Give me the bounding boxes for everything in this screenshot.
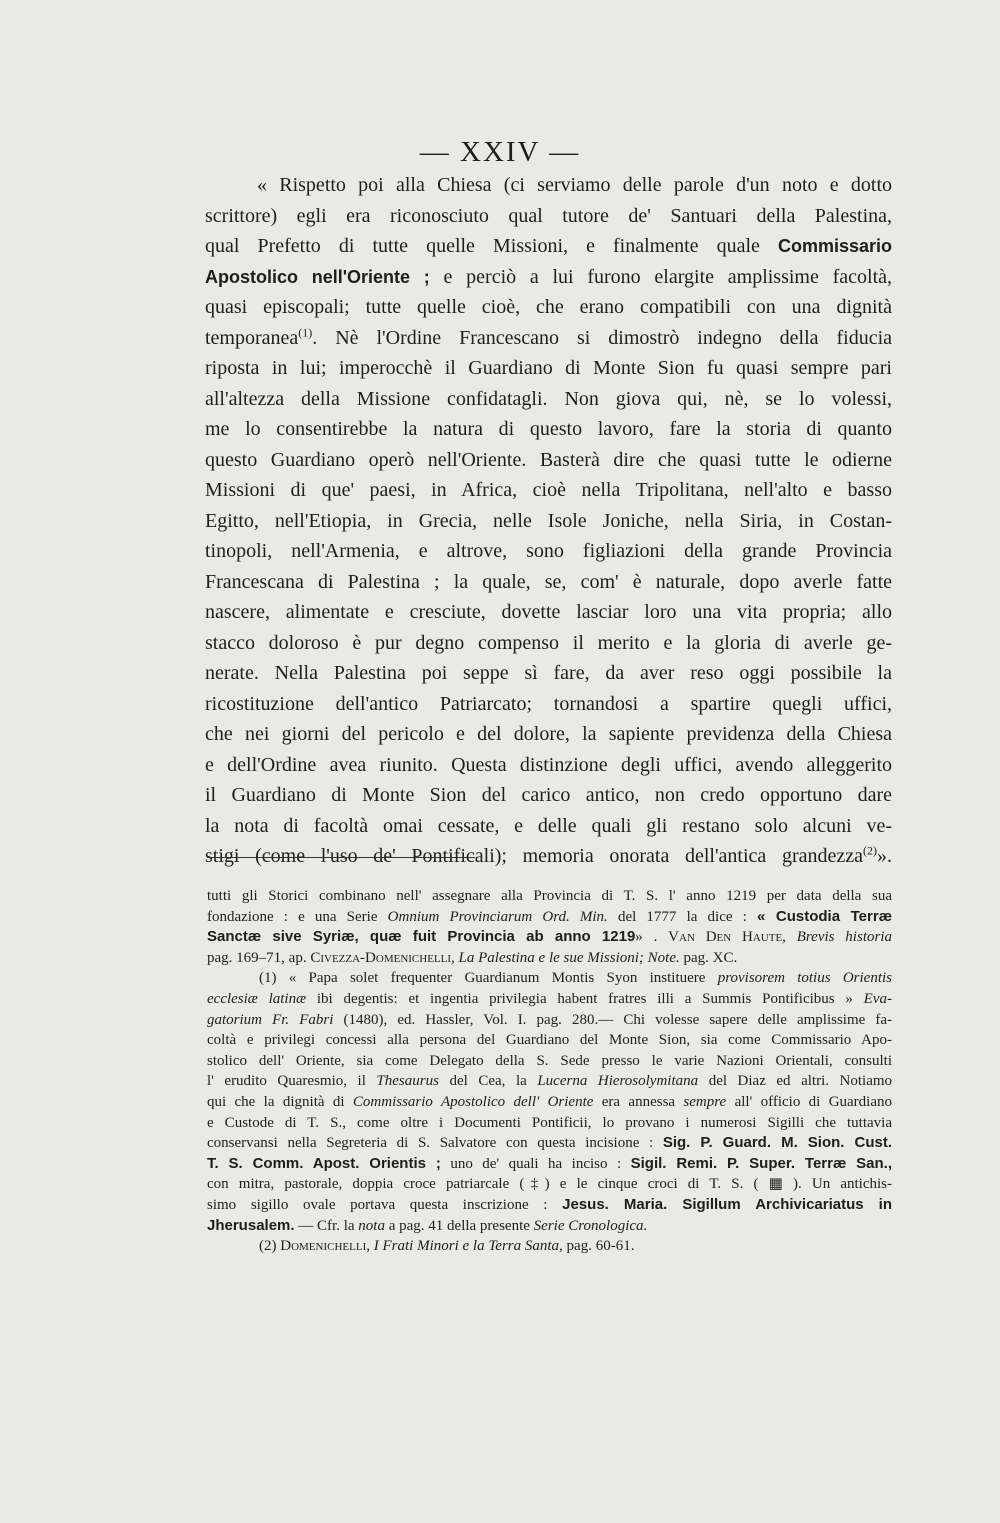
text-line: Francescana di Palestina ; la quale, se, com' è naturale, dopo averle fatte (205, 570, 892, 593)
footnote-line: simo sigillo ovale portava questa inscrizione : Jesus. Maria. Sigillum Archivicariatus in (207, 1195, 893, 1213)
footnote-line: gatorium Fr. Fabri (1480), ed. Hassler, Vol. I. pag. 280.— Chi volesse sapere delle amplissime fa- (207, 1011, 893, 1028)
text-line: riposta in lui; imperocchè il Guardiano di Monte Sion fu quasi sempre pari (205, 357, 892, 379)
footnote-ref: (2) (863, 843, 877, 858)
footnote-line: (2) Domenichelli, I Frati Minori e la Terra Santa, pag. 60-61. (259, 1238, 635, 1255)
footnote-line: coltà e privilegi concessi alla persona del Guardiano del Monte Sion, sia come Commissario Apo- (207, 1032, 892, 1049)
text-line: ricostituzione dell'antico Patriarcato; tornandosi a spartire quegli uffici, (205, 692, 892, 715)
text-line: « Rispetto poi alla Chiesa (ci serviamo delle parole d'un noto e dotto (257, 174, 892, 196)
footnote-line: pag. 169–71, ap. Civezza-Domenichelli, La Palestina e le sue Missioni; Note. pag. XC. (207, 949, 738, 966)
text-line: Missioni di que' paesi, in Africa, cioè nella Tripolitana, nell'alto e basso (205, 479, 892, 501)
text-line: qual Prefetto di tutte quelle Missioni, e finalmente quale Commissario (205, 235, 892, 257)
main-text (205, 170, 892, 872)
bold-term: Commissario (777, 236, 892, 256)
footnotes (207, 886, 892, 1257)
text-line: stacco doloroso è pur degno compenso il merito e la gloria di averle ge- (205, 631, 892, 654)
footnote-line: ecclesiæ latinæ ibi degentis: et ingentia privilegia habent fratres illi a Summis Pontificibus » Eva- (207, 990, 892, 1007)
footnote-line: tutti gli Storici combinano nell' assegnare alla Provincia di T. S. l' anno 1219 per data della sua (207, 888, 892, 904)
footnote-line: stolico dell' Oriente, sia come Delegato della S. Sede presso le varie Nazioni Orientali, consulti (207, 1052, 892, 1069)
footnote-line: Sanctæ sive Syriæ, quæ fuit Provincia ab anno 1219» . Van Den Haute, Brevis historia (207, 928, 892, 946)
text-line: temporanea$^{(1)}$. Nè l'Ordine Francescano si dimostrò indegno della fiducia (205, 324, 892, 349)
bold-term: Apostolico nell'Oriente ; (205, 266, 430, 287)
footnote-line: Jherusalem. — Cfr. la nota a pag. 41 della presente Serie Cronologica. (207, 1216, 648, 1234)
text-line: quasi episcopali; tutte quelle cioè, che erano compatibili con una dignità (205, 296, 892, 318)
text-line: la nota di facoltà omai cessate, e delle quali gli restano solo alcuni ve- (205, 814, 892, 837)
footnote-ref: (1) (298, 324, 313, 339)
text-line: tinopoli, nell'Armenia, e altrove, sono figliazioni della grande Provincia (205, 540, 892, 562)
text-line: Apostolico nell'Oriente ; e perciò a lui furono elargite amplissime facoltà, (205, 265, 893, 288)
text-line: e dell'Ordine avea riunito. Questa distinzione degli uffici, avendo alleggerito (205, 753, 892, 776)
text-line: che nei giorni del pericolo e del dolore, la sapiente previdenza della Chiesa (205, 723, 892, 745)
text-line: nascere, alimentate e cresciute, dovette lasciar loro una vita propria; allo (205, 601, 892, 623)
footnote-line: (1) « Papa solet frequenter Guardianum Montis Syon instituere provisorem totius Orientis (259, 970, 892, 987)
footnote-line: qui che la dignità di Commissario Apostolico dell' Oriente era annessa sempre all' officio di Guardiano (207, 1093, 893, 1110)
footnote-line: l' erudito Quaresmio, il Thesaurus del Cea, la Lucerna Hierosolymitana del Diaz ed altri. Notiamo (207, 1073, 893, 1090)
text-line: Egitto, nell'Etiopia, in Grecia, nelle Isole Joniche, nella Siria, in Costan- (205, 509, 892, 532)
text-line: il Guardiano di Monte Sion del carico antico, non credo opportuno dare (205, 784, 892, 806)
text-line: scrittore) egli era riconosciuto qual tutore de' Santuari della Palestina, (205, 204, 892, 227)
page-number: — XXIV — (419, 136, 581, 168)
text-line: all'altezza della Missione confidatagli. Non giova qui, nè, se lo volessi, (205, 387, 892, 410)
text-line: questo Guardiano operò nell'Oriente. Basterà dire che quasi tutte le odierne (205, 448, 892, 471)
footnote-line: con mitra, pastorale, doppia croce patriarcale (‡) e le cinque croci di T. S. ( ▦ ). Un antichis- (207, 1176, 892, 1193)
footnote-line: conservansi nella Segreteria di S. Salvatore con questa incisione : Sig. P. Guard. M. Sion. Cust. (207, 1134, 893, 1152)
footnote-divider (207, 857, 475, 858)
text-line: me lo consentirebbe la natura di questo lavoro, fare la storia di quanto (205, 418, 892, 440)
footnote-line: fondazione : e una Serie Omnium Provinciarum Ord. Min. del 1777 la dice : « Custodia Terræ (207, 907, 893, 925)
text-line: stigi (come l'uso de' Pontificali); memoria onorata dell'antica grandezza$^{(2)}$». (205, 843, 892, 867)
footnote-line: e Custode di T. S., come oltre i Documenti Pontificii, lo provano i numerosi Sigilli che tuttavia (207, 1114, 892, 1131)
text-line: nerate. Nella Palestina poi seppe sì fare, da aver reso oggi possibile la (205, 662, 892, 684)
footnote-line: T. S. Comm. Apost. Orientis ; uno de' quali ha inciso : Sigil. Remi. P. Super. Terræ San., (207, 1154, 893, 1172)
